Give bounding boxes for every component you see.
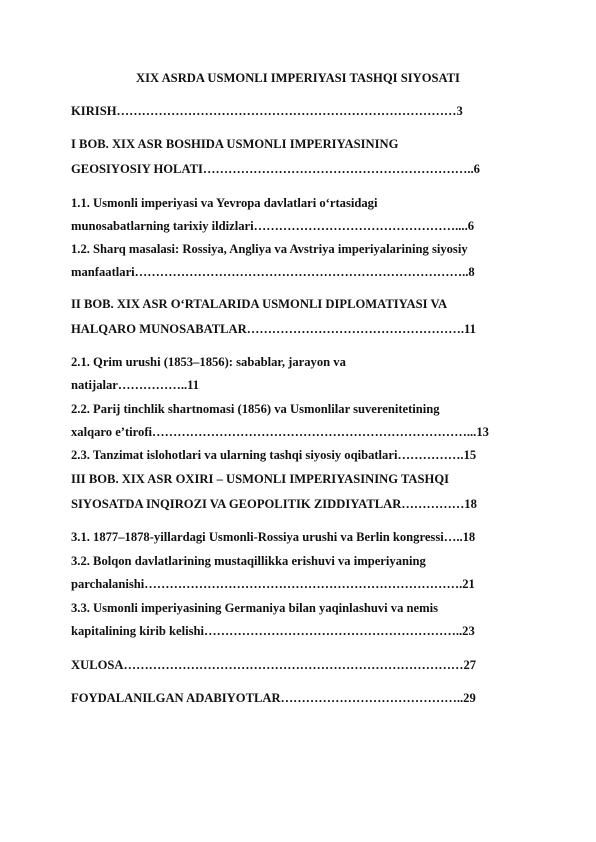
toc-entry-kirish: KIRISH………………………………………………………………………3 xyxy=(71,104,463,118)
toc-section-3-3-line-2: kapitalining kirib kelishi……………………………………………………..23 xyxy=(71,624,475,638)
toc-chapter-3-line-1: III BOB. XIX ASR OXIRI – USMONLI IMPERIYASINING TASHQI xyxy=(71,472,450,486)
toc-entry-xulosa: XULOSA………………………………………………………………………27 xyxy=(71,658,477,672)
toc-section-3-1: 3.1. 1877–1878-yillardagi Usmonli-Rossiya urushi va Berlin kongressi…..18 xyxy=(71,530,476,544)
toc-entry-adabiyotlar: FOYDALANILGAN ADABIYOTLAR……………………………………..29 xyxy=(71,691,476,705)
toc-section-2-1-line-1: 2.1. Qrim urushi (1853–1856): sabablar, jarayon va xyxy=(71,355,346,369)
toc-section-2-1-line-2: natijalar……………..11 xyxy=(71,378,200,392)
toc-section-1-1-line-1: 1.1. Usmonli imperiyasi va Yevropa davlatlari o‘rtasidagi xyxy=(71,196,378,210)
toc-chapter-3-line-2: SIYOSATDA INQIROZI VA GEOPOLITIK ZIDDIYATLAR……………18 xyxy=(71,497,477,511)
toc-section-3-3-line-1: 3.3. Usmonli imperiyasining Germaniya bilan yaqinlashuvi va nemis xyxy=(71,601,439,615)
toc-chapter-2-line-1: II BOB. XIX ASR O‘RTALARIDA USMONLI DIPLOMATIYASI VA xyxy=(71,297,448,311)
toc-section-3-2-line-1: 3.2. Bolqon davlatlarining mustaqillikka erishuvi va imperiyaning xyxy=(71,554,426,568)
toc-section-1-2-line-1: 1.2. Sharq masalasi: Rossiya, Angliya va Avstriya imperiyalarining siyosiy xyxy=(71,242,468,256)
document-title: XIX ASRDA USMONLI IMPERIYASI TASHQI SIYOSATI xyxy=(136,71,460,85)
toc-chapter-1-line-2: GEOSIYOSIY HOLATI………………………………………………………..6 xyxy=(71,162,480,176)
toc-section-1-1-line-2: munosabatlarning tarixiy ildizlari…………………………………………....6 xyxy=(71,219,475,233)
toc-chapter-2-line-2: HALQARO MUNOSABATLAR…………………………………………….11 xyxy=(71,322,476,336)
toc-section-1-2-line-2: manfaatlari……………………………………………………………………..8 xyxy=(71,265,475,279)
toc-section-2-2-line-2: xalqaro e’tirofi…………………………………………………………………...13 xyxy=(71,425,489,439)
toc-chapter-1-line-1: I BOB. XIX ASR BOSHIDA USMONLI IMPERIYASINING xyxy=(71,137,399,151)
toc-section-3-2-line-2: parchalanishi………………………………………………………………….21 xyxy=(71,577,475,591)
toc-section-2-2-line-1: 2.2. Parij tinchlik shartnomasi (1856) va Usmonlilar suverenitetining xyxy=(71,402,440,416)
toc-section-2-3: 2.3. Tanzimat islohotlari va ularning tashqi siyosiy oqibatlari…………….15 xyxy=(71,448,477,462)
